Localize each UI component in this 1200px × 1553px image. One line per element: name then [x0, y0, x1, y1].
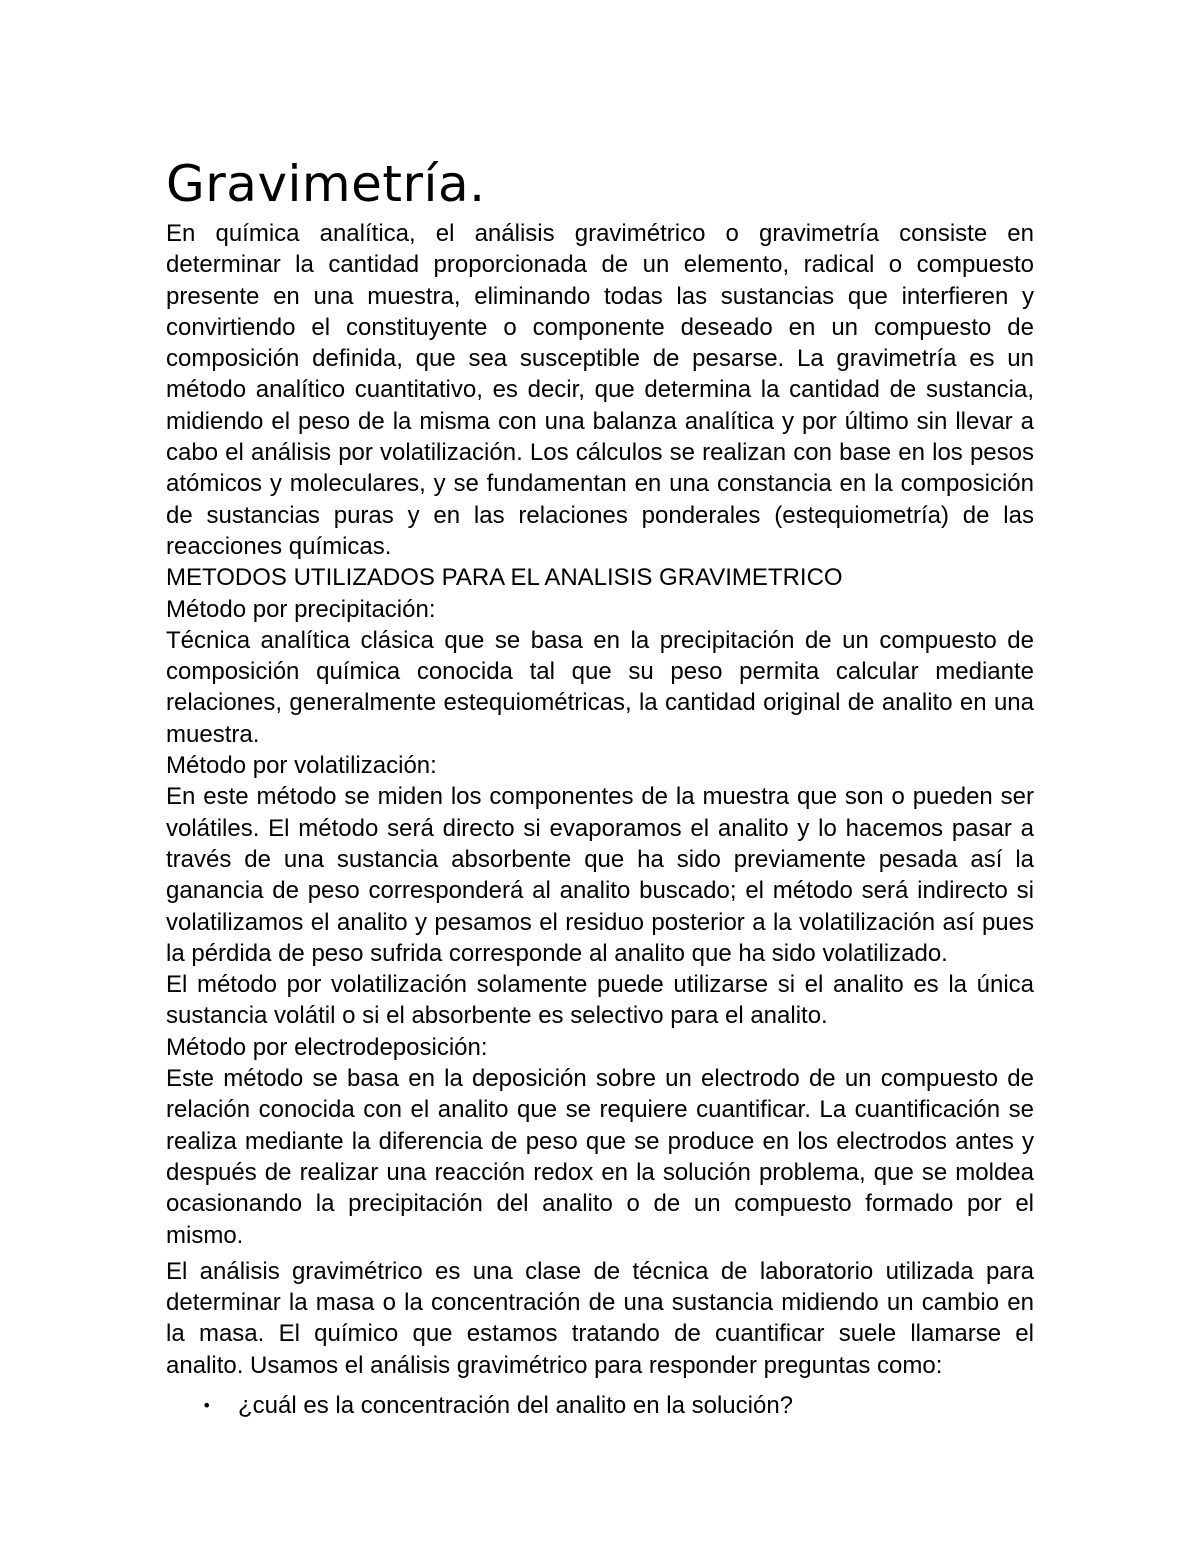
- intro-paragraph: En química analítica, el análisis gravimétrico o gravimetría consiste en determinar la cantidad proporcionada de un elemento, radical o compuesto presente en una muestra, eliminando todas las sustancias que interfieren y convirtiendo el constituyente o componente deseado en un compuesto de composición definida, que sea susceptible de pesarse. La gravimetría es un método analítico cuantitativo, es decir, que determina la cantidad de sustancia, midiendo el peso de la misma con una balanza analítica y por último sin llevar a cabo el análisis por volatilización. Los cálculos se realizan con base en los pesos atómicos y moleculares, y se fundamentan en una constancia en la composición de sustancias puras y en las relaciones ponderales (estequiometría) de las reacciones químicas.: [166, 220, 1034, 560]
- methods-heading: METODOS UTILIZADOS PARA EL ANALISIS GRAVIMETRICO: [166, 564, 843, 592]
- questions-list: [166, 1390, 1034, 1421]
- list-item-text: ¿cuál es la concentración del analito en la solución?: [238, 1391, 794, 1419]
- precipitation-paragraph: Técnica analítica clásica que se basa en la precipitación de un compuesto de composición química conocida tal que su peso permita calcular mediante relaciones, generalmente estequiométricas, la cantidad original de analito en una muestra.: [166, 626, 1034, 748]
- summary-paragraph: El análisis gravimétrico es una clase de técnica de laboratorio utilizada para determinar la masa o la concentración de una sustancia midiendo un cambio en la masa. El químico que estamos tratando de cuantificar suele llamarse el analito. Usamos el análisis gravimétrico para responder preguntas como:: [166, 1257, 1034, 1379]
- document-page: [166, 152, 1034, 1421]
- precipitation-heading: Método por precipitación:: [166, 595, 436, 623]
- list-item: [166, 1390, 1034, 1421]
- volatilization-paragraph: En este método se miden los componentes de la muestra que son o pueden ser volátiles. El método será directo si evaporamos el analito y lo hacemos pasar a través de una sustancia absorbente que ha sido previamente pesada así la ganancia de peso corresponderá al analito buscado; el método será indirecto si volatilizamos el analito y pesamos el residuo posterior a la volatilización así pues la pérdida de peso sufrida corresponde al analito que ha sido volatilizado.: [166, 783, 1034, 967]
- electrodeposition-heading: Método por electrodeposición:: [166, 1033, 488, 1061]
- electrodeposition-paragraph: Este método se basa en la deposición sobre un electrodo de un compuesto de relación conocida con el analito que se requiere cuantificar. La cuantificación se realiza mediante la diferencia de peso que se produce en los electrodos antes y después de realizar una reacción redox en la solución problema, que se moldea ocasionando la precipitación del analito o de un compuesto formado por el mismo.: [166, 1065, 1034, 1249]
- document-title: Gravimetría.: [166, 155, 486, 213]
- volatilization-note: El método por volatilización solamente puede utilizarse si el analito es la única sustancia volátil o si el absorbente es selectivo para el analito.: [166, 971, 1034, 1030]
- bullet-icon: •: [202, 1395, 212, 1415]
- volatilization-heading: Método por volatilización:: [166, 752, 437, 780]
